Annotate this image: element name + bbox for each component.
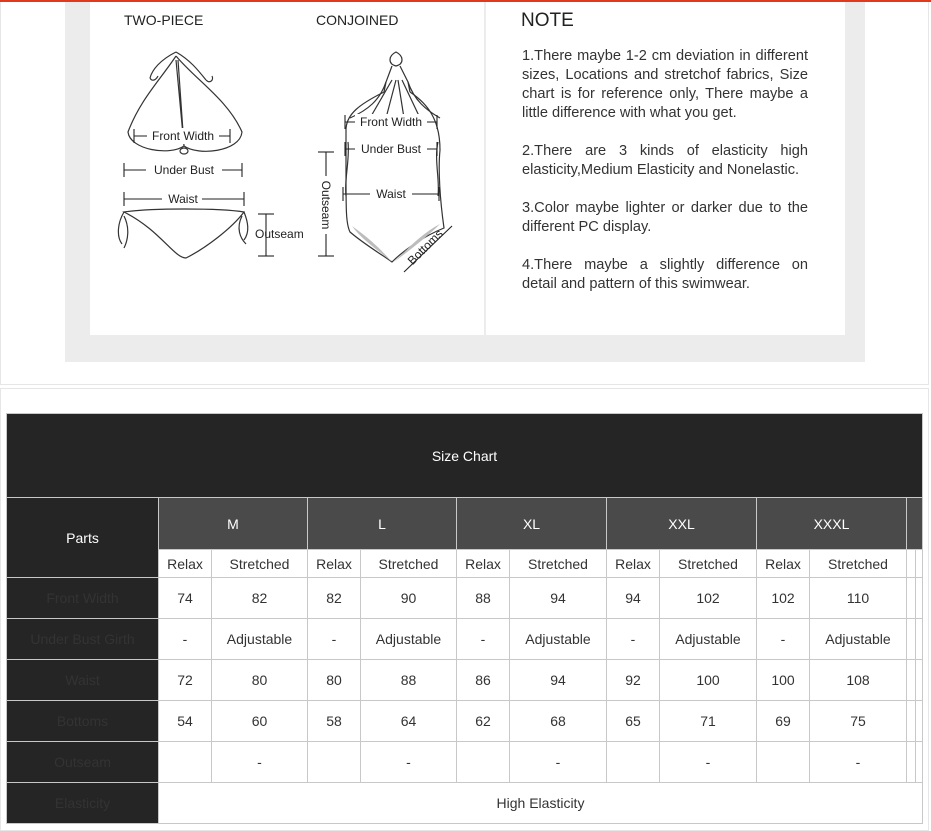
swimwear-measurement-diagram: [100, 4, 480, 324]
conjoined-bottoms-label: Bottoms: [404, 226, 446, 268]
table-cell: 94: [510, 578, 607, 619]
table-cell: -: [660, 742, 757, 783]
elasticity-value: High Elasticity: [159, 783, 923, 824]
table-cell: -: [361, 742, 457, 783]
note-item: 2.There are 3 kinds of elasticity high elasticity,Medium Elasticity and Nonelastic.: [522, 143, 808, 178]
conjoined-front-width-label: Front Width: [359, 115, 423, 129]
parts-header: Parts: [7, 498, 159, 578]
size-header-m: M: [159, 498, 308, 550]
table-cell: [757, 742, 810, 783]
table-row: [7, 660, 923, 701]
stretched-header: Stretched: [361, 550, 457, 578]
empty-cell: [916, 660, 923, 701]
empty-cell: [907, 742, 916, 783]
relax-header: Relax: [457, 550, 510, 578]
relax-header: Relax: [159, 550, 212, 578]
relax-header: Relax: [757, 550, 810, 578]
row-label-elasticity: Elasticity: [7, 783, 159, 824]
table-row: [7, 742, 923, 783]
table-cell: 100: [757, 660, 810, 701]
table-cell: 68: [510, 701, 607, 742]
table-cell: 72: [159, 660, 212, 701]
relax-header: Relax: [607, 550, 660, 578]
size-chart-title: Size Chart: [7, 414, 923, 498]
note-item: 3.Color maybe lighter or darker due to the different PC display.: [522, 200, 808, 235]
row-label-front-width: Front Width: [7, 578, 159, 619]
two-piece-waist-label: Waist: [168, 192, 198, 206]
empty-cell: [916, 550, 923, 578]
row-label-under-bust-girth: Under Bust Girth: [7, 619, 159, 660]
empty-cell: [907, 701, 916, 742]
table-cell: 64: [361, 701, 457, 742]
table-cell: 75: [810, 701, 907, 742]
table-cell: 60: [212, 701, 308, 742]
table-cell: Adjustable: [660, 619, 757, 660]
stretched-header: Stretched: [212, 550, 308, 578]
row-label-outseam: Outseam: [7, 742, 159, 783]
table-cell: 80: [212, 660, 308, 701]
size-header-xxl: XXL: [607, 498, 757, 550]
table-cell: -: [510, 742, 607, 783]
table-row: [7, 783, 923, 824]
row-label-waist: Waist: [7, 660, 159, 701]
stretched-header: Stretched: [510, 550, 607, 578]
table-row: [7, 701, 923, 742]
size-header-l: L: [308, 498, 457, 550]
size-chart-table: [6, 413, 923, 824]
table-cell: Adjustable: [810, 619, 907, 660]
table-cell: 65: [607, 701, 660, 742]
two-piece-front-width-label: Front Width: [151, 129, 215, 143]
size-header-extra: [907, 498, 923, 550]
two-piece-outseam-label: Outseam: [255, 227, 304, 241]
two-piece-under-bust-label: Under Bust: [153, 163, 215, 177]
table-cell: 82: [212, 578, 308, 619]
table-cell: 82: [308, 578, 361, 619]
table-cell: -: [308, 619, 361, 660]
table-cell: Adjustable: [212, 619, 308, 660]
table-cell: 58: [308, 701, 361, 742]
table-cell: 74: [159, 578, 212, 619]
size-header-xl: XL: [457, 498, 607, 550]
table-cell: 90: [361, 578, 457, 619]
conjoined-outseam-label: Outseam: [319, 180, 333, 230]
table-cell: [159, 742, 212, 783]
table-cell: [607, 742, 660, 783]
table-cell: 69: [757, 701, 810, 742]
table-cell: 88: [361, 660, 457, 701]
empty-cell: [916, 742, 923, 783]
table-cell: 88: [457, 578, 510, 619]
table-cell: 80: [308, 660, 361, 701]
table-row: [7, 578, 923, 619]
empty-cell: [907, 578, 916, 619]
table-cell: 102: [757, 578, 810, 619]
empty-cell: [907, 550, 916, 578]
table-row: [7, 619, 923, 660]
note-title: NOTE: [521, 10, 574, 31]
empty-cell: [916, 701, 923, 742]
empty-cell: [916, 578, 923, 619]
table-cell: 86: [457, 660, 510, 701]
table-cell: 110: [810, 578, 907, 619]
table-cell: 94: [607, 578, 660, 619]
empty-cell: [907, 619, 916, 660]
table-cell: -: [757, 619, 810, 660]
table-cell: -: [810, 742, 907, 783]
conjoined-waist-label: Waist: [376, 187, 406, 201]
note-item: 1.There maybe 1-2 cm deviation in different sizes, Locations and stretchof fabrics, Size chart is for reference only, There maybe a little difference with what you get.: [522, 48, 808, 121]
empty-cell: [907, 660, 916, 701]
table-cell: 100: [660, 660, 757, 701]
table-cell: 92: [607, 660, 660, 701]
table-cell: 62: [457, 701, 510, 742]
table-cell: -: [457, 619, 510, 660]
table-cell: -: [212, 742, 308, 783]
table-cell: 102: [660, 578, 757, 619]
two-piece-label: TWO-PIECE: [124, 12, 204, 28]
stretched-header: Stretched: [810, 550, 907, 578]
table-cell: -: [159, 619, 212, 660]
note-item: 4.There maybe a slightly difference on detail and pattern of this swimwear.: [522, 257, 808, 292]
table-cell: 71: [660, 701, 757, 742]
card-divider: [484, 2, 486, 335]
table-cell: 94: [510, 660, 607, 701]
size-header-xxxl: XXXL: [757, 498, 907, 550]
conjoined-label: CONJOINED: [316, 12, 399, 28]
table-cell: [457, 742, 510, 783]
table-cell: -: [607, 619, 660, 660]
relax-header: Relax: [308, 550, 361, 578]
table-cell: Adjustable: [510, 619, 607, 660]
table-cell: [308, 742, 361, 783]
table-cell: 108: [810, 660, 907, 701]
row-label-bottoms: Bottoms: [7, 701, 159, 742]
table-cell: 54: [159, 701, 212, 742]
stretched-header: Stretched: [660, 550, 757, 578]
empty-cell: [916, 619, 923, 660]
conjoined-under-bust-label: Under Bust: [360, 142, 422, 156]
table-cell: Adjustable: [361, 619, 457, 660]
